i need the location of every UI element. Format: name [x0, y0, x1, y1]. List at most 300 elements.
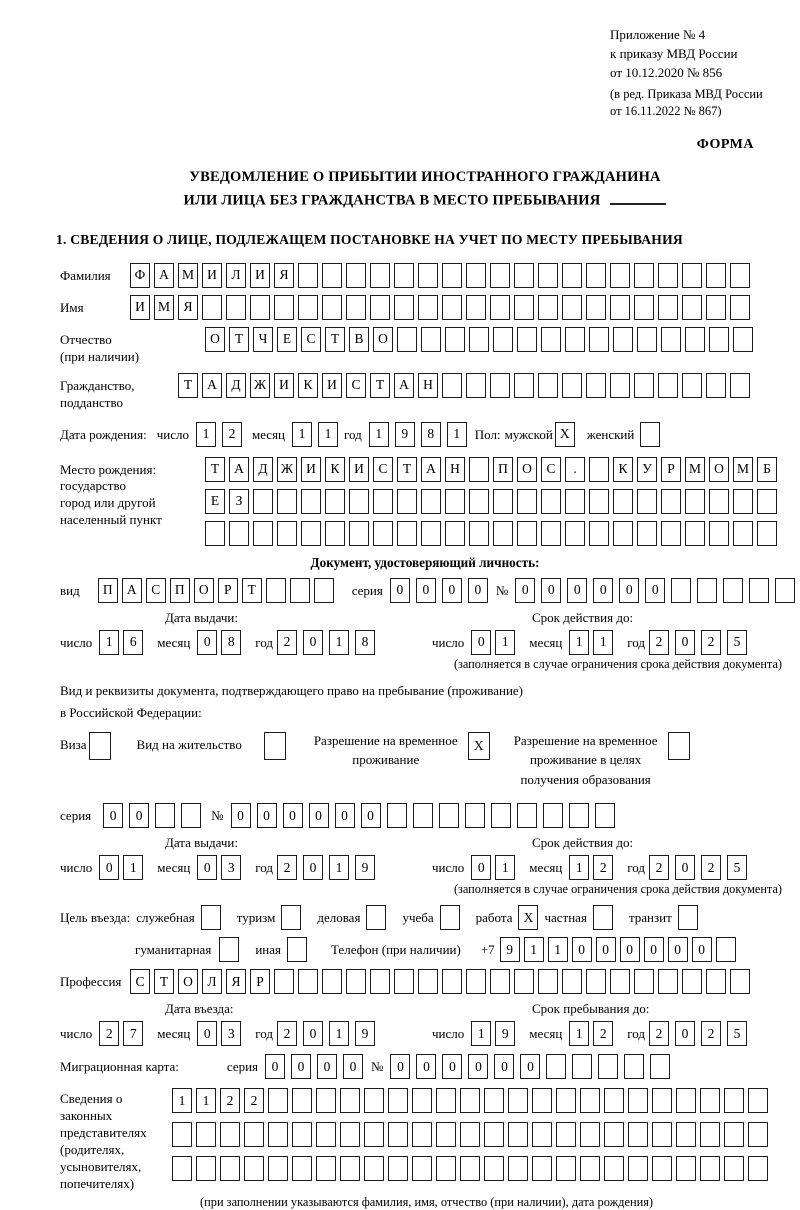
char-cell[interactable] [466, 263, 486, 288]
char-cell[interactable] [181, 803, 201, 828]
char-cell[interactable]: Д [253, 457, 273, 482]
char-cell[interactable] [397, 327, 417, 352]
char-cell[interactable] [730, 295, 750, 320]
char-cell[interactable]: Я [178, 295, 198, 320]
char-cell[interactable]: М [178, 263, 198, 288]
char-cell[interactable] [436, 1088, 456, 1113]
char-cell[interactable] [287, 937, 307, 962]
char-cell[interactable]: О [517, 457, 537, 482]
char-cell[interactable]: 1 [196, 1088, 216, 1113]
char-cell[interactable] [440, 905, 460, 930]
char-cell[interactable]: 0 [442, 1054, 462, 1079]
char-cell[interactable] [394, 969, 414, 994]
char-cell[interactable] [484, 1122, 504, 1147]
char-cell[interactable]: 0 [99, 855, 119, 880]
char-cell[interactable] [370, 295, 390, 320]
char-cell[interactable]: 3 [221, 1021, 241, 1046]
char-cell[interactable] [700, 1088, 720, 1113]
char-cell[interactable]: 2 [649, 1021, 669, 1046]
char-cell[interactable]: 9 [355, 855, 375, 880]
char-cell[interactable] [658, 295, 678, 320]
char-cell[interactable] [412, 1088, 432, 1113]
char-cell[interactable]: 0 [620, 937, 640, 962]
char-cell[interactable] [682, 373, 702, 398]
char-cell[interactable]: 0 [231, 803, 251, 828]
char-cell[interactable] [484, 1156, 504, 1181]
char-cell[interactable] [301, 521, 321, 546]
char-cell[interactable] [322, 263, 342, 288]
char-cell[interactable] [436, 1122, 456, 1147]
char-cell[interactable] [757, 489, 777, 514]
char-cell[interactable]: Н [445, 457, 465, 482]
char-cell[interactable] [604, 1122, 624, 1147]
char-cell[interactable]: 0 [442, 578, 462, 603]
char-cell[interactable] [370, 263, 390, 288]
char-cell[interactable] [562, 373, 582, 398]
char-cell[interactable] [491, 803, 511, 828]
char-cell[interactable]: 0 [494, 1054, 514, 1079]
char-cell[interactable] [624, 1054, 644, 1079]
char-cell[interactable]: 0 [197, 855, 217, 880]
char-cell[interactable]: Ж [277, 457, 297, 482]
char-cell[interactable] [490, 969, 510, 994]
char-cell[interactable]: 0 [303, 630, 323, 655]
char-cell[interactable]: 0 [335, 803, 355, 828]
char-cell[interactable] [748, 1156, 768, 1181]
char-cell[interactable] [706, 969, 726, 994]
char-cell[interactable] [628, 1122, 648, 1147]
char-cell[interactable]: 0 [129, 803, 149, 828]
char-cell[interactable]: 7 [123, 1021, 143, 1046]
char-cell[interactable]: . [565, 457, 585, 482]
char-cell[interactable] [220, 1122, 240, 1147]
char-cell[interactable] [442, 373, 462, 398]
char-cell[interactable] [508, 1156, 528, 1181]
char-cell[interactable] [469, 457, 489, 482]
char-cell[interactable] [709, 521, 729, 546]
char-cell[interactable] [634, 969, 654, 994]
char-cell[interactable] [565, 521, 585, 546]
char-cell[interactable] [685, 489, 705, 514]
char-cell[interactable] [724, 1088, 744, 1113]
char-cell[interactable]: А [202, 373, 222, 398]
char-cell[interactable]: Т [154, 969, 174, 994]
char-cell[interactable] [685, 327, 705, 352]
char-cell[interactable] [155, 803, 175, 828]
char-cell[interactable] [490, 295, 510, 320]
char-cell[interactable]: 0 [515, 578, 535, 603]
char-cell[interactable]: Ч [253, 327, 273, 352]
char-cell[interactable]: 0 [197, 1021, 217, 1046]
char-cell[interactable] [268, 1122, 288, 1147]
char-cell[interactable] [244, 1156, 264, 1181]
char-cell[interactable]: И [301, 457, 321, 482]
char-cell[interactable]: 8 [221, 630, 241, 655]
char-cell[interactable] [517, 327, 537, 352]
char-cell[interactable] [268, 1156, 288, 1181]
char-cell[interactable] [250, 295, 270, 320]
char-cell[interactable]: 0 [471, 630, 491, 655]
char-cell[interactable] [541, 521, 561, 546]
char-cell[interactable]: 1 [447, 422, 467, 447]
char-cell[interactable]: 9 [395, 422, 415, 447]
char-cell[interactable]: А [394, 373, 414, 398]
char-cell[interactable]: 0 [572, 937, 592, 962]
char-cell[interactable] [593, 905, 613, 930]
char-cell[interactable] [229, 521, 249, 546]
char-cell[interactable] [532, 1088, 552, 1113]
char-cell[interactable] [676, 1088, 696, 1113]
char-cell[interactable] [595, 803, 615, 828]
char-cell[interactable] [196, 1156, 216, 1181]
char-cell[interactable] [580, 1088, 600, 1113]
char-cell[interactable]: Т [397, 457, 417, 482]
char-cell[interactable] [538, 295, 558, 320]
char-cell[interactable] [580, 1156, 600, 1181]
char-cell[interactable]: Т [229, 327, 249, 352]
char-cell[interactable] [89, 732, 111, 760]
char-cell[interactable] [172, 1122, 192, 1147]
char-cell[interactable]: Я [226, 969, 246, 994]
char-cell[interactable] [412, 1122, 432, 1147]
char-cell[interactable]: И [274, 373, 294, 398]
char-cell[interactable]: К [613, 457, 633, 482]
char-cell[interactable] [749, 578, 769, 603]
char-cell[interactable] [586, 295, 606, 320]
char-cell[interactable] [697, 578, 717, 603]
char-cell[interactable] [637, 521, 657, 546]
char-cell[interactable]: О [373, 327, 393, 352]
char-cell[interactable]: 1 [495, 855, 515, 880]
char-cell[interactable] [373, 521, 393, 546]
char-cell[interactable]: 1 [329, 855, 349, 880]
char-cell[interactable] [469, 327, 489, 352]
char-cell[interactable] [748, 1088, 768, 1113]
char-cell[interactable]: 0 [468, 1054, 488, 1079]
char-cell[interactable] [292, 1088, 312, 1113]
char-cell[interactable] [298, 263, 318, 288]
char-cell[interactable] [652, 1122, 672, 1147]
char-cell[interactable]: X [468, 732, 490, 760]
char-cell[interactable]: 0 [103, 803, 123, 828]
char-cell[interactable]: С [130, 969, 150, 994]
char-cell[interactable]: 1 [369, 422, 389, 447]
char-cell[interactable]: 5 [727, 630, 747, 655]
char-cell[interactable]: А [229, 457, 249, 482]
char-cell[interactable] [556, 1088, 576, 1113]
char-cell[interactable]: О [178, 969, 198, 994]
char-cell[interactable]: 9 [495, 1021, 515, 1046]
char-cell[interactable] [387, 803, 407, 828]
char-cell[interactable]: Я [274, 263, 294, 288]
char-cell[interactable]: 0 [283, 803, 303, 828]
char-cell[interactable]: 2 [277, 855, 297, 880]
char-cell[interactable] [598, 1054, 618, 1079]
char-cell[interactable] [469, 521, 489, 546]
char-cell[interactable] [202, 295, 222, 320]
char-cell[interactable]: 0 [593, 578, 613, 603]
char-cell[interactable]: У [637, 457, 657, 482]
char-cell[interactable] [366, 905, 386, 930]
char-cell[interactable]: 2 [593, 1021, 613, 1046]
char-cell[interactable] [650, 1054, 670, 1079]
char-cell[interactable] [325, 521, 345, 546]
char-cell[interactable]: 0 [468, 578, 488, 603]
char-cell[interactable]: 1 [471, 1021, 491, 1046]
char-cell[interactable]: М [685, 457, 705, 482]
char-cell[interactable] [277, 521, 297, 546]
char-cell[interactable]: С [146, 578, 166, 603]
char-cell[interactable] [628, 1088, 648, 1113]
char-cell[interactable] [706, 373, 726, 398]
char-cell[interactable]: С [301, 327, 321, 352]
char-cell[interactable]: 8 [421, 422, 441, 447]
char-cell[interactable] [661, 521, 681, 546]
char-cell[interactable] [634, 373, 654, 398]
char-cell[interactable] [316, 1156, 336, 1181]
char-cell[interactable] [580, 1122, 600, 1147]
char-cell[interactable]: 1 [524, 937, 544, 962]
char-cell[interactable] [349, 521, 369, 546]
char-cell[interactable] [562, 263, 582, 288]
char-cell[interactable] [445, 327, 465, 352]
char-cell[interactable]: X [518, 905, 538, 930]
char-cell[interactable] [604, 1156, 624, 1181]
char-cell[interactable]: С [346, 373, 366, 398]
char-cell[interactable] [493, 489, 513, 514]
char-cell[interactable] [541, 489, 561, 514]
char-cell[interactable] [730, 263, 750, 288]
char-cell[interactable] [490, 373, 510, 398]
char-cell[interactable] [244, 1122, 264, 1147]
char-cell[interactable] [658, 969, 678, 994]
char-cell[interactable] [661, 327, 681, 352]
char-cell[interactable] [730, 969, 750, 994]
char-cell[interactable] [219, 937, 239, 962]
char-cell[interactable] [490, 263, 510, 288]
char-cell[interactable]: 0 [567, 578, 587, 603]
char-cell[interactable]: Р [661, 457, 681, 482]
char-cell[interactable] [517, 489, 537, 514]
char-cell[interactable] [538, 969, 558, 994]
char-cell[interactable] [201, 905, 221, 930]
char-cell[interactable]: 2 [222, 422, 242, 447]
char-cell[interactable]: 0 [265, 1054, 285, 1079]
char-cell[interactable]: 5 [727, 1021, 747, 1046]
char-cell[interactable] [730, 373, 750, 398]
char-cell[interactable] [412, 1156, 432, 1181]
char-cell[interactable]: Т [325, 327, 345, 352]
char-cell[interactable] [397, 521, 417, 546]
char-cell[interactable]: 1 [123, 855, 143, 880]
char-cell[interactable] [388, 1122, 408, 1147]
char-cell[interactable] [290, 578, 310, 603]
char-cell[interactable] [733, 327, 753, 352]
char-cell[interactable]: С [373, 457, 393, 482]
char-cell[interactable] [418, 263, 438, 288]
char-cell[interactable] [604, 1088, 624, 1113]
char-cell[interactable]: 1 [292, 422, 312, 447]
char-cell[interactable] [716, 937, 736, 962]
char-cell[interactable]: 0 [645, 578, 665, 603]
char-cell[interactable] [586, 263, 606, 288]
char-cell[interactable] [508, 1088, 528, 1113]
char-cell[interactable] [418, 969, 438, 994]
char-cell[interactable] [346, 263, 366, 288]
char-cell[interactable] [682, 263, 702, 288]
char-cell[interactable] [421, 521, 441, 546]
char-cell[interactable]: 0 [303, 1021, 323, 1046]
char-cell[interactable]: 0 [390, 1054, 410, 1079]
char-cell[interactable] [538, 373, 558, 398]
char-cell[interactable] [460, 1156, 480, 1181]
char-cell[interactable] [316, 1088, 336, 1113]
char-cell[interactable]: 0 [390, 578, 410, 603]
char-cell[interactable] [658, 263, 678, 288]
char-cell[interactable]: А [154, 263, 174, 288]
char-cell[interactable] [541, 327, 561, 352]
char-cell[interactable] [373, 489, 393, 514]
char-cell[interactable]: Т [178, 373, 198, 398]
char-cell[interactable] [514, 373, 534, 398]
char-cell[interactable] [556, 1122, 576, 1147]
char-cell[interactable]: П [170, 578, 190, 603]
char-cell[interactable]: Б [757, 457, 777, 482]
char-cell[interactable]: 0 [317, 1054, 337, 1079]
char-cell[interactable]: 1 [548, 937, 568, 962]
char-cell[interactable]: 0 [675, 630, 695, 655]
char-cell[interactable] [517, 803, 537, 828]
char-cell[interactable]: И [322, 373, 342, 398]
char-cell[interactable] [298, 295, 318, 320]
char-cell[interactable]: 1 [569, 1021, 589, 1046]
char-cell[interactable] [610, 373, 630, 398]
char-cell[interactable]: Т [370, 373, 390, 398]
char-cell[interactable]: 8 [355, 630, 375, 655]
char-cell[interactable]: 0 [303, 855, 323, 880]
char-cell[interactable] [292, 1122, 312, 1147]
char-cell[interactable]: Т [242, 578, 262, 603]
char-cell[interactable]: К [325, 457, 345, 482]
char-cell[interactable] [388, 1088, 408, 1113]
char-cell[interactable] [671, 578, 691, 603]
char-cell[interactable]: 0 [416, 578, 436, 603]
char-cell[interactable]: 0 [675, 855, 695, 880]
char-cell[interactable]: И [202, 263, 222, 288]
char-cell[interactable]: 0 [291, 1054, 311, 1079]
char-cell[interactable]: С [541, 457, 561, 482]
char-cell[interactable]: 2 [277, 1021, 297, 1046]
char-cell[interactable]: 0 [197, 630, 217, 655]
char-cell[interactable]: 9 [355, 1021, 375, 1046]
char-cell[interactable] [172, 1156, 192, 1181]
char-cell[interactable]: 2 [277, 630, 297, 655]
char-cell[interactable] [589, 327, 609, 352]
char-cell[interactable]: Е [277, 327, 297, 352]
char-cell[interactable] [264, 732, 286, 760]
char-cell[interactable]: 1 [329, 630, 349, 655]
char-cell[interactable] [676, 1122, 696, 1147]
char-cell[interactable] [634, 263, 654, 288]
char-cell[interactable] [484, 1088, 504, 1113]
char-cell[interactable]: 5 [727, 855, 747, 880]
char-cell[interactable] [652, 1156, 672, 1181]
char-cell[interactable] [613, 489, 633, 514]
char-cell[interactable] [508, 1122, 528, 1147]
char-cell[interactable]: 6 [123, 630, 143, 655]
char-cell[interactable]: И [250, 263, 270, 288]
char-cell[interactable] [469, 489, 489, 514]
char-cell[interactable] [274, 969, 294, 994]
char-cell[interactable]: М [154, 295, 174, 320]
char-cell[interactable] [465, 803, 485, 828]
char-cell[interactable] [493, 327, 513, 352]
char-cell[interactable] [346, 969, 366, 994]
char-cell[interactable] [445, 521, 465, 546]
char-cell[interactable] [676, 1156, 696, 1181]
char-cell[interactable] [493, 521, 513, 546]
char-cell[interactable] [205, 521, 225, 546]
char-cell[interactable] [652, 1088, 672, 1113]
char-cell[interactable] [322, 295, 342, 320]
char-cell[interactable]: 2 [701, 1021, 721, 1046]
char-cell[interactable] [268, 1088, 288, 1113]
char-cell[interactable] [589, 457, 609, 482]
char-cell[interactable] [724, 1122, 744, 1147]
char-cell[interactable]: 0 [541, 578, 561, 603]
char-cell[interactable] [364, 1156, 384, 1181]
char-cell[interactable]: 0 [471, 855, 491, 880]
char-cell[interactable]: 1 [569, 855, 589, 880]
char-cell[interactable]: 9 [500, 937, 520, 962]
char-cell[interactable] [532, 1122, 552, 1147]
char-cell[interactable] [442, 295, 462, 320]
char-cell[interactable] [613, 327, 633, 352]
char-cell[interactable]: 0 [309, 803, 329, 828]
char-cell[interactable] [589, 521, 609, 546]
char-cell[interactable] [340, 1088, 360, 1113]
char-cell[interactable]: Ж [250, 373, 270, 398]
char-cell[interactable] [364, 1088, 384, 1113]
char-cell[interactable] [277, 489, 297, 514]
char-cell[interactable] [196, 1122, 216, 1147]
char-cell[interactable] [466, 373, 486, 398]
char-cell[interactable]: 0 [619, 578, 639, 603]
char-cell[interactable] [292, 1156, 312, 1181]
char-cell[interactable]: 2 [244, 1088, 264, 1113]
char-cell[interactable] [757, 521, 777, 546]
char-cell[interactable] [460, 1088, 480, 1113]
char-cell[interactable]: О [709, 457, 729, 482]
char-cell[interactable] [748, 1122, 768, 1147]
char-cell[interactable]: М [733, 457, 753, 482]
char-cell[interactable]: 3 [221, 855, 241, 880]
char-cell[interactable] [253, 521, 273, 546]
char-cell[interactable] [322, 969, 342, 994]
char-cell[interactable] [340, 1122, 360, 1147]
char-cell[interactable]: 0 [692, 937, 712, 962]
char-cell[interactable] [668, 732, 690, 760]
char-cell[interactable] [466, 295, 486, 320]
char-cell[interactable] [709, 489, 729, 514]
char-cell[interactable] [613, 521, 633, 546]
char-cell[interactable]: З [229, 489, 249, 514]
char-cell[interactable] [678, 905, 698, 930]
char-cell[interactable] [349, 489, 369, 514]
char-cell[interactable] [658, 373, 678, 398]
char-cell[interactable]: И [349, 457, 369, 482]
char-cell[interactable]: П [98, 578, 118, 603]
